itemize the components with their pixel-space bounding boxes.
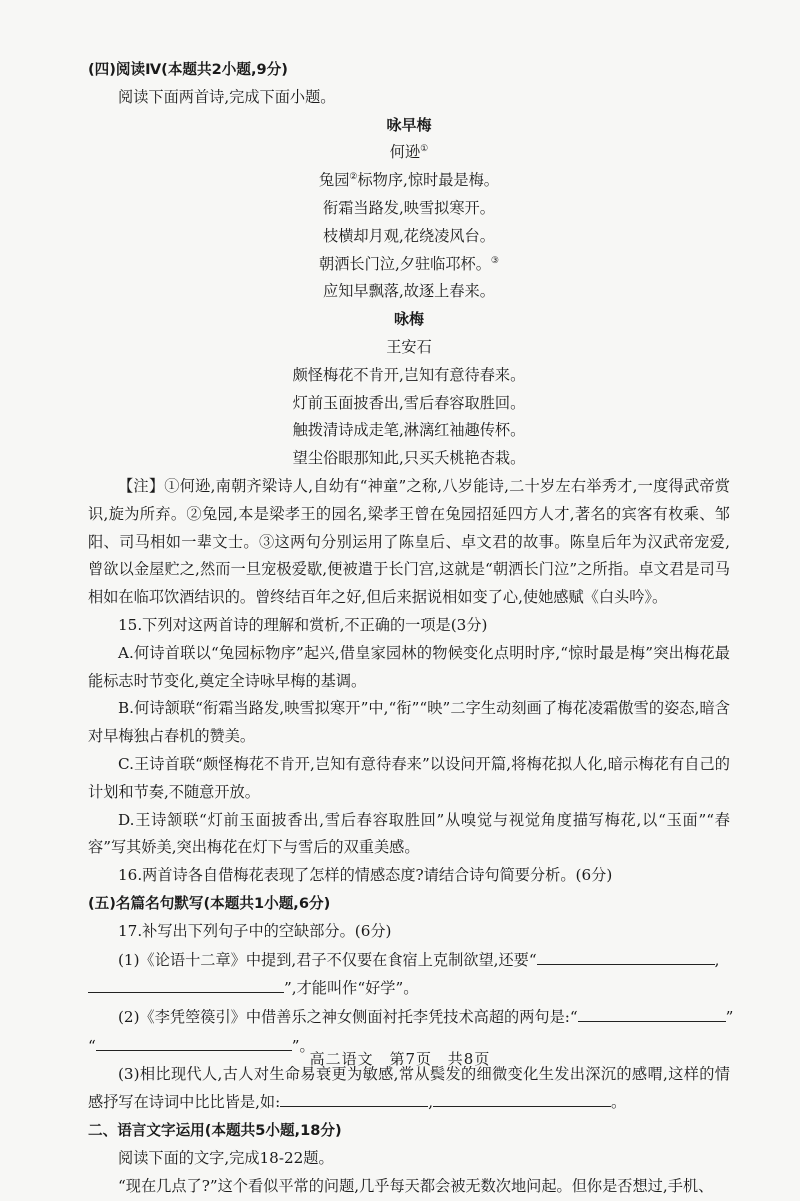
section2-instruction: 阅读下面的文字,完成18-22题。 [118, 1149, 334, 1168]
q17-item1-text: , [714, 950, 720, 969]
poem1-line-note: ② [349, 172, 358, 183]
q17-blank-5[interactable] [280, 1088, 428, 1107]
q17-blank-3[interactable] [578, 1003, 726, 1022]
poem1-line-text: 枝横却月观,花绕凌风台。 [323, 226, 495, 245]
q17-item3-text: (3)相比现代人,古人对生命易衰更为敏感,常从鬓发的细微变化生发出深沉的感喟,这样的情感抒写在诗词中比比皆是,如: [88, 1064, 730, 1112]
footer-subject: 高二语文 [309, 1050, 374, 1068]
section4-heading: (四)阅读Ⅳ(本题共2小题,9分) [88, 61, 288, 78]
q15-option-a: A.何诗首联以“兔园标物序”起兴,借皇家园林的物候变化点明时序,“惊时最是梅”突出梅花最能标志时节变化,奠定全诗咏早梅的基调。 [88, 643, 730, 690]
poem1-title: 咏早梅 [386, 115, 432, 134]
section2-heading: 二、语言文字运用(本题共5小题,18分) [88, 1122, 342, 1140]
q17-item3-text: 。 [611, 1093, 627, 1112]
q17-item2-text: ”。 [291, 1036, 315, 1055]
q17-item2 [88, 1003, 734, 1032]
poem1-line-text: 朝洒长门泣,夕驻临邛杯。 [319, 254, 491, 273]
q17-item1 [88, 946, 730, 975]
footer-page: 第7页 [389, 1050, 432, 1068]
page-footer [0, 1046, 800, 1074]
q17-stem: 17.补写出下列句子中的空缺部分。(6分) [118, 921, 392, 940]
poem2-line: 望尘俗眼那知此,只买夭桃艳杏栽。 [292, 449, 526, 468]
poem1-line [88, 251, 730, 279]
poem1-line-text: 标物序,惊时最是梅。 [357, 171, 499, 190]
poem1-author-name: 何逊 [389, 143, 421, 162]
q15-option-b: B.何诗颔联“衔霜当路发,映雪拟寒开”中,“衔”“映”二字生动刻画了梅花凌霜傲雪的姿态,暗含对早梅独占春机的赞美。 [88, 699, 730, 746]
poem1-line-note: ③ [490, 255, 499, 266]
poem1-author [88, 139, 730, 167]
q17-item1-cont [88, 974, 730, 1003]
q17-blank-1[interactable] [537, 946, 715, 965]
q16-stem: 16.两首诗各自借梅花表现了怎样的情感态度?请结合诗句简要分析。(6分) [118, 866, 613, 885]
poem1-author-note: ① [420, 144, 429, 155]
footer-total: 共8页 [447, 1050, 491, 1068]
poem2-line: 灯前玉面披香出,雪后春容取胜回。 [292, 393, 526, 412]
poem1-line-text: 应知早飘落,故逐上春来。 [323, 282, 495, 301]
poem2-title: 咏梅 [393, 310, 424, 329]
q17-item2-text: “ [88, 1036, 96, 1055]
section4-instruction: 阅读下面两首诗,完成下面小题。 [118, 87, 336, 106]
q15-option-d: D.王诗颔联“灯前玉面披香出,雪后春容取胜回”从嗅觉与视觉角度描写梅花,以“玉面”“春容”写其娇美,突出梅花在灯下与雪后的双重美感。 [88, 810, 730, 857]
poem1-line-text: 衔霜当路发,映雪拟寒开。 [323, 198, 495, 217]
poem1-line-text: 兔园 [319, 171, 350, 190]
poem1-line [88, 167, 730, 195]
poem-notes: 【注】①何逊,南朝齐梁诗人,自幼有“神童”之称,八岁能诗,二十岁左右举秀才,一度得武帝赏识,旋为所弃。②兔园,本是梁孝王的园名,梁孝王曾在兔园招延四方人才,著名的宾客有枚乘、邹阳、司马相如一辈文士。③这两句分别运用了陈皇后、卓文君的故事。陈皇后年为汉武帝宠爱,曾欲以金屋贮之,然而一旦宠极爱歇,便被遣于长门宫,这就是“朝洒长门泣”之所指。卓文君是司马相如在临邛饮酒结识的。曾终结百年之好,但后来据说相如变了心,使她感赋《白头吟》。 [88, 476, 730, 607]
q17-item3-text: , [428, 1093, 434, 1112]
q17-blank-2[interactable] [88, 974, 284, 993]
poem2-author: 王安石 [386, 337, 432, 356]
poem1-line [88, 195, 730, 223]
q17-item2-text: (2)《李凭箜篌引》中借善乐之神女侧面衬托李凭技术高超的两句是:“ [118, 1008, 578, 1027]
poem2-line: 颇怪梅花不肯开,岂知有意待春来。 [292, 365, 526, 384]
section2-passage: “现在几点了?”这个看似平常的问题,几乎每天都会被无数次地问起。但你是否想过,手机、 [118, 1176, 714, 1195]
q17-item1-text: ”,才能叫作“好学”。 [284, 979, 419, 998]
q15-option-c: C.王诗首联“颇怪梅花不肯开,岂知有意待春来”以设问开篇,将梅花拟人化,暗示梅花有自己的计划和节奏,不随意开放。 [88, 754, 730, 801]
q17-blank-6[interactable] [433, 1088, 611, 1107]
q15-stem: 15.下列对这两首诗的理解和赏析,不正确的一项是(3分) [118, 615, 488, 634]
q17-item1-text: (1)《论语十二章》中提到,君子不仅要在食宿上克制欲望,还要“ [118, 950, 537, 969]
poem2-line: 触拨清诗成走笔,淋漓红袖趣传杯。 [292, 421, 526, 440]
poem1-line [88, 223, 730, 251]
section5-heading: (五)名篇名句默写(本题共1小题,6分) [88, 894, 331, 912]
q17-item2-text: ” [725, 1008, 734, 1027]
poem1-line [88, 278, 730, 306]
